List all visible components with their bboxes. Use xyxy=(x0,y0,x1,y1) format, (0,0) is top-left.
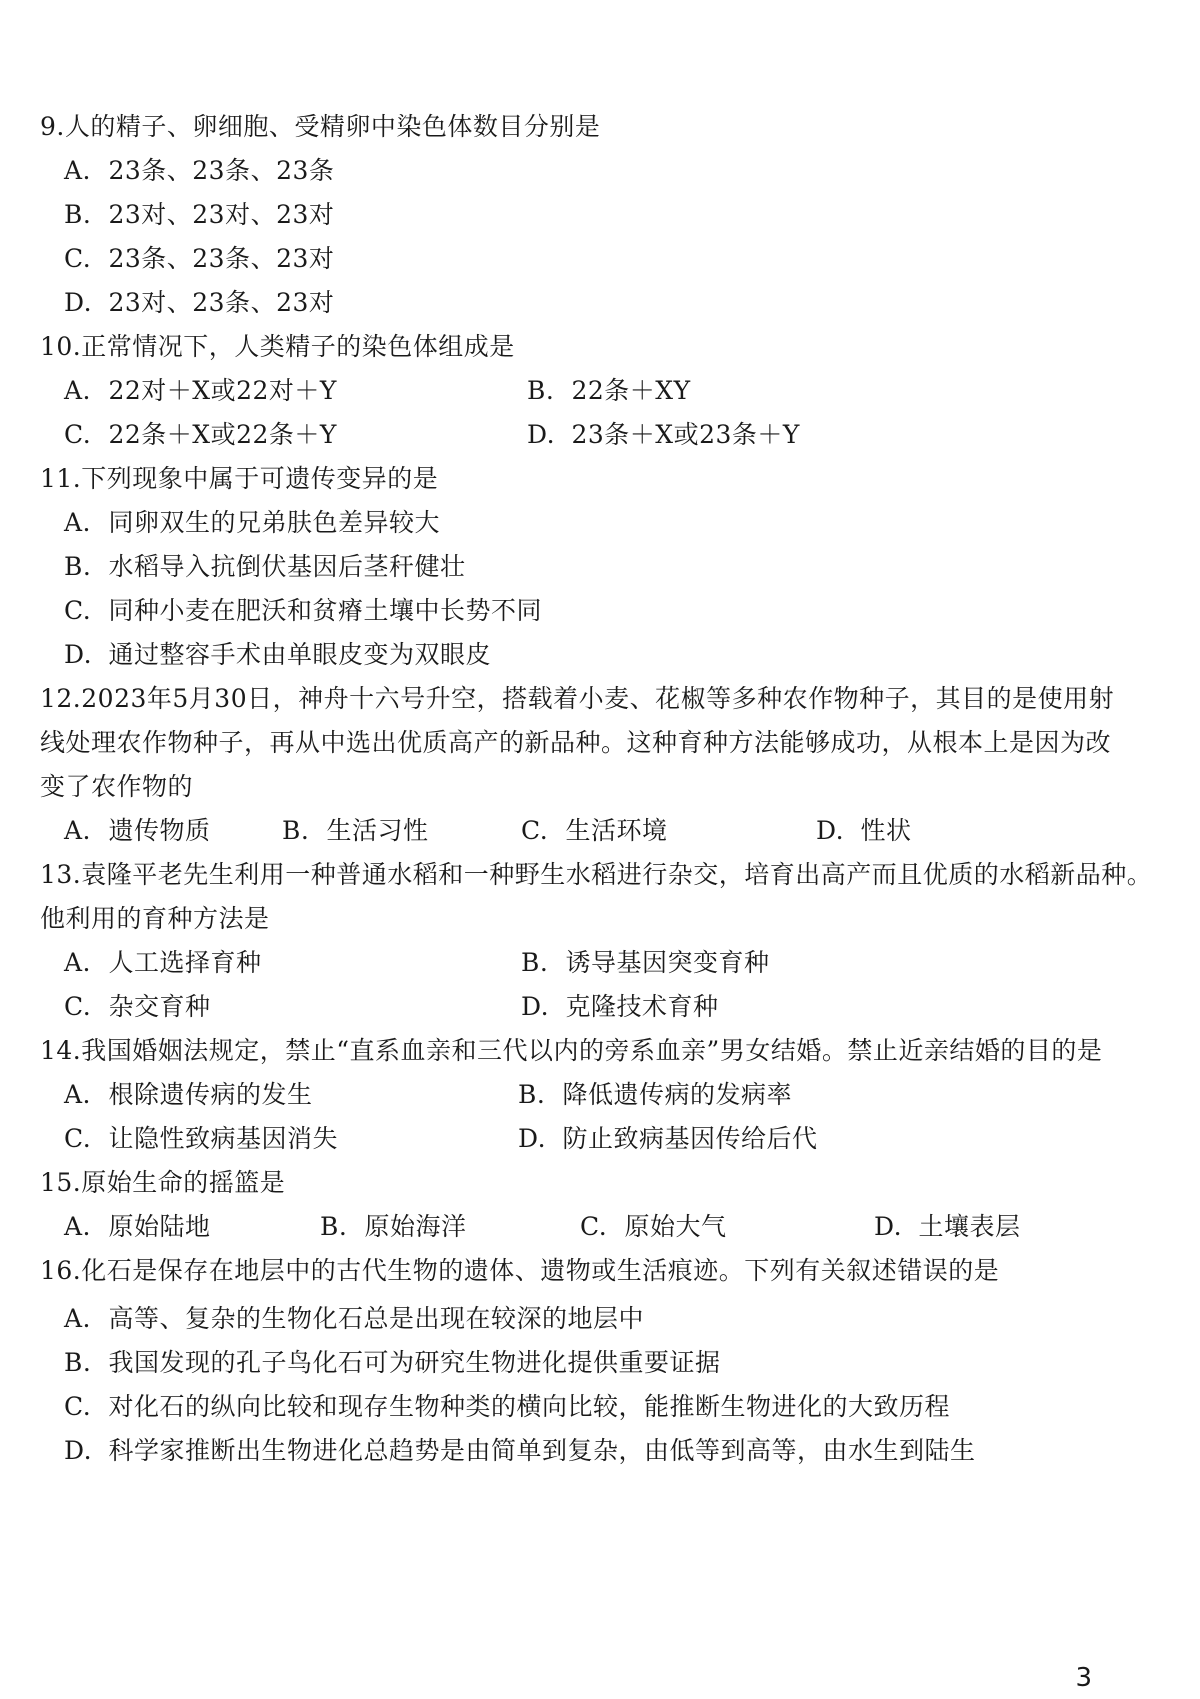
question-11-option-d: D. 通过整容手术由单眼皮变为双眼皮 xyxy=(64,640,491,669)
question-10-option-d: D. 23条＋X或23条＋Y xyxy=(527,420,800,449)
question-13-option-b: B. 诱导基因突变育种 xyxy=(521,948,770,977)
question-13-option-c: C. 杂交育种 xyxy=(64,992,211,1021)
question-13-option-d: D. 克隆技术育种 xyxy=(521,992,719,1021)
question-9-stem: 9.人的精子、卵细胞、受精卵中染色体数目分别是 xyxy=(40,112,601,141)
question-10-option-b: B. 22条＋XY xyxy=(527,376,691,405)
question-16-option-d: D. 科学家推断出生物进化总趋势是由简单到复杂，由低等到高等，由水生到陆生 xyxy=(64,1436,976,1465)
question-9-option-a: A. 23条、23条、23条 xyxy=(64,156,335,185)
question-15-option-c: C. 原始大气 xyxy=(580,1212,727,1241)
question-12-stem-line-2: 线处理农作物种子，再从中选出优质高产的新品种。这种育种方法能够成功，从根本上是因为改 xyxy=(40,728,1112,757)
question-14-option-a: A. 根除遗传病的发生 xyxy=(64,1080,313,1109)
question-14-option-d: D. 防止致病基因传给后代 xyxy=(518,1124,818,1153)
question-12-option-a: A. 遗传物质 xyxy=(64,816,211,845)
question-13-option-a: A. 人工选择育种 xyxy=(64,948,262,977)
question-11-option-b: B. 水稻导入抗倒伏基因后茎秆健壮 xyxy=(64,552,466,581)
question-9-option-c: C. 23条、23条、23对 xyxy=(64,244,335,273)
question-13-stem-line-2: 他利用的育种方法是 xyxy=(40,904,270,933)
question-10-option-c: C. 22条＋X或22条＋Y xyxy=(64,420,337,449)
question-16-option-a: A. 高等、复杂的生物化石总是出现在较深的地层中 xyxy=(64,1304,644,1333)
question-16-stem: 16.化石是保存在地层中的古代生物的遗体、遗物或生活痕迹。下列有关叙述错误的是 xyxy=(40,1256,1000,1285)
question-10-stem: 10.正常情况下，人类精子的染色体组成是 xyxy=(40,332,515,361)
page-number: 3 xyxy=(1075,1663,1092,1693)
question-11-stem: 11.下列现象中属于可遗传变异的是 xyxy=(40,464,439,493)
question-10-option-a: A. 22对＋X或22对＋Y xyxy=(64,376,337,405)
question-14-stem: 14.我国婚姻法规定，禁止“直系血亲和三代以内的旁系血亲”男女结婚。禁止近亲结婚的目的是 xyxy=(40,1036,1103,1065)
question-11-option-a: A. 同卵双生的兄弟肤色差异较大 xyxy=(64,508,440,537)
question-9-option-b: B. 23对、23对、23对 xyxy=(64,200,335,229)
question-14-option-b: B. 降低遗传病的发病率 xyxy=(518,1080,792,1109)
question-16-option-c: C. 对化石的纵向比较和现存生物种类的横向比较，能推断生物进化的大致历程 xyxy=(64,1392,950,1421)
question-11-option-c: C. 同种小麦在肥沃和贫瘠土壤中长势不同 xyxy=(64,596,542,625)
question-15-stem: 15.原始生命的摇篮是 xyxy=(40,1168,286,1197)
question-12-option-d: D. 性状 xyxy=(816,816,912,845)
question-16-option-b: B. 我国发现的孔子鸟化石可为研究生物进化提供重要证据 xyxy=(64,1348,721,1377)
question-12-stem-line-1: 12.2023年5月30日，神舟十六号升空，搭载着小麦、花椒等多种农作物种子，其目的是使用射 xyxy=(40,684,1115,713)
question-12-stem-line-3: 变了农作物的 xyxy=(40,772,194,801)
question-9-option-d: D. 23对、23条、23对 xyxy=(64,288,335,317)
question-14-option-c: C. 让隐性致病基因消失 xyxy=(64,1124,338,1153)
question-12-option-b: B. 生活习性 xyxy=(282,816,429,845)
question-15-option-d: D. 土壤表层 xyxy=(874,1212,1021,1241)
question-12-option-c: C. 生活环境 xyxy=(521,816,668,845)
question-13-stem-line-1: 13.袁隆平老先生利用一种普通水稻和一种野生水稻进行杂交，培育出高产而且优质的水稻新品种。 xyxy=(40,860,1153,889)
question-15-option-a: A. 原始陆地 xyxy=(64,1212,211,1241)
question-15-option-b: B. 原始海洋 xyxy=(320,1212,467,1241)
